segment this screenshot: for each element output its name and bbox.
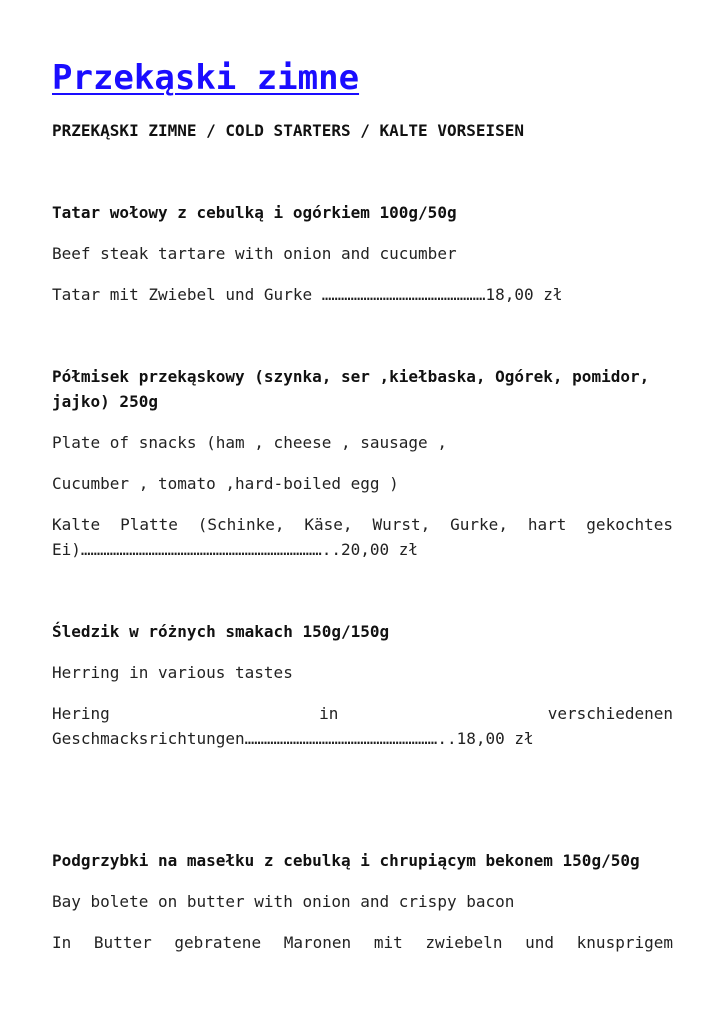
menu-item-description-de-price: Ei)…………………………………………………………………..20,00 zł (52, 540, 419, 559)
menu-item-description-en: Bay bolete on butter with onion and crispy bacon (52, 892, 515, 911)
menu-item-name: Śledzik w różnych smakach 150g/150g (52, 622, 390, 641)
menu-item-description-de-price: Tatar mit Zwiebel und Gurke ……………………………………………18,00 zł (52, 285, 563, 304)
menu-item-description-de: Hering in verschiedenen (52, 704, 673, 723)
menu-item-description-de: Kalte Platte (Schinke, Käse, Wurst, Gurke, hart gekochtes (52, 515, 673, 534)
menu-item-description-en: Beef steak tartare with onion and cucumber (52, 244, 457, 263)
menu-item-description-en: Plate of snacks (ham , cheese , sausage , (52, 433, 447, 452)
menu-item-name-continued: jajko) 250g (52, 392, 158, 411)
menu-item-name: Podgrzybki na masełku z cebulką i chrupiącym bekonem 150g/50g (52, 851, 640, 870)
menu-item-description-de-price: Geschmacksrichtungen……………………………………………………..18,00 zł (52, 729, 534, 748)
menu-item-description-en: Herring in various tastes (52, 663, 293, 682)
menu-item-description-en-continued: Cucumber , tomato ,hard-boiled egg ) (52, 474, 399, 493)
page-title-link[interactable]: Przekąski zimne (52, 58, 360, 98)
section-subtitle: PRZEKĄSKI ZIMNE / COLD STARTERS / KALTE VORSEISEN (52, 121, 525, 140)
menu-item-name: Tatar wołowy z cebulką i ogórkiem 100g/50g (52, 203, 457, 222)
menu-item-name: Półmisek przekąskowy (szynka, ser ,kiełbaska, Ogórek, pomidor, (52, 367, 650, 386)
menu-item-description-de: In Butter gebratene Maronen mit zwiebeln und knusprigem (52, 933, 673, 952)
